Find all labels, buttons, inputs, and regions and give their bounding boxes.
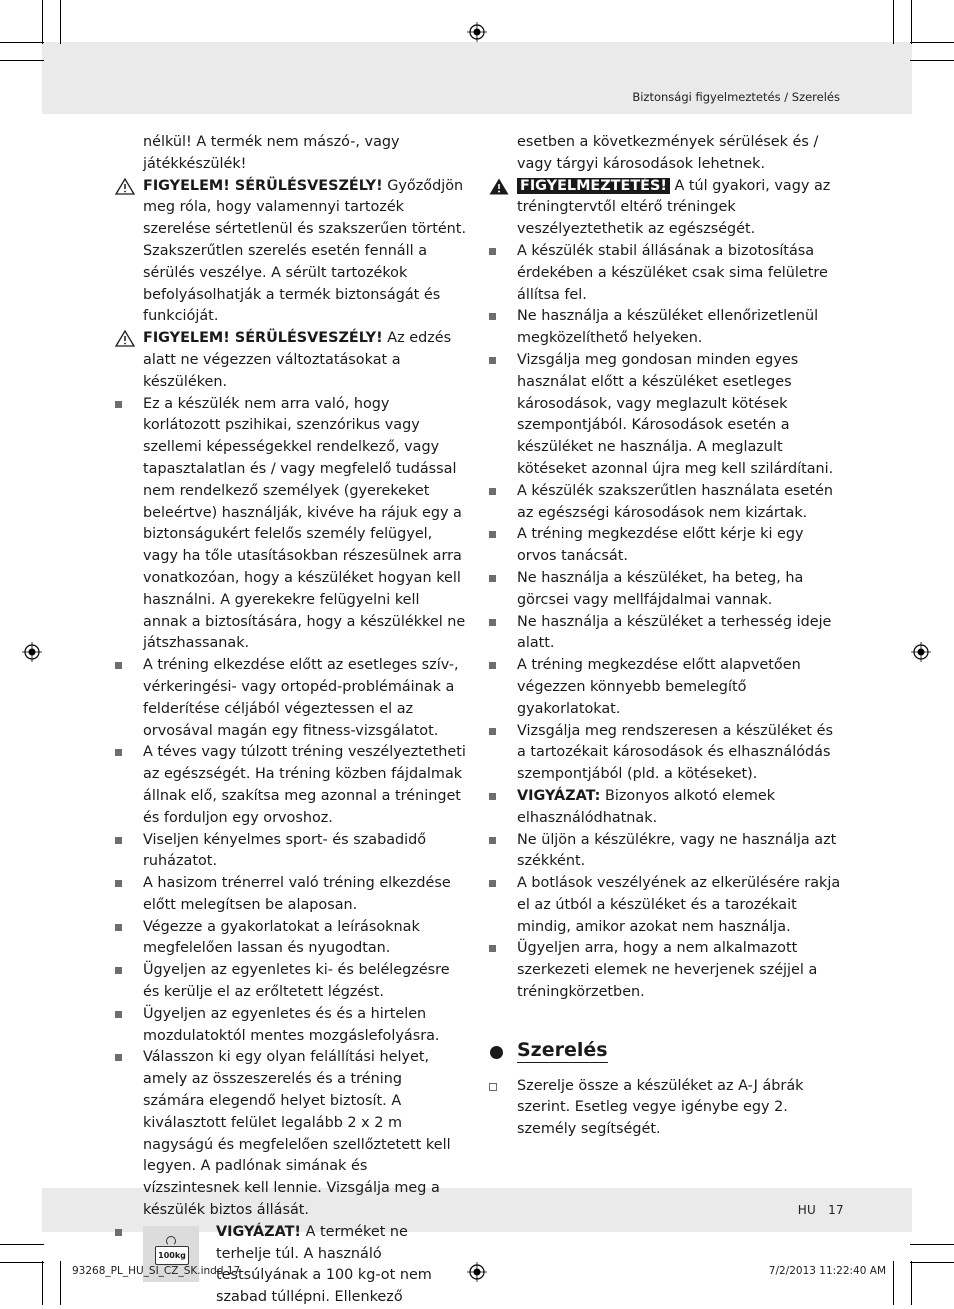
file-slug: 93268_PL_HU_SI_CZ_SK.indd 17: [72, 1265, 241, 1277]
list-item: A tréning elkezdése előtt az esetleges szív-, vérkeringési- vagy ortopéd-problémáinak a felderítése céljából végeztessen el az orvosával magán egy fitness-vizsgálatot.: [115, 655, 467, 742]
list-item: A tréning megkezdése előtt alapvetően végezzen könnyebb bemelegítő gyakorlatokat.: [489, 655, 841, 720]
crop-mark: [0, 42, 44, 43]
bullet-square-icon: [115, 401, 122, 408]
paragraph: nélkül! A termék nem mászó-, vagy játékkészülék!: [143, 134, 400, 172]
list-item: Ügyeljen arra, hogy a nem alkalmazott szerkezeti elemek ne heverjenek széjjel a tréningkörzetben.: [489, 938, 841, 1003]
registration-mark-icon: [911, 642, 931, 662]
list-item: A készülék stabil állásának a bizotosítása érdekében a készüléket csak sima felületre állítsa fel.: [489, 241, 841, 306]
list-item: Ez a készülék nem arra való, hogy korlátozott pszihikai, szenzórikus vagy szellemi képességekkel rendelkező, vagy tapasztalatlan és / vagy megfelelő tudással nem rendelkező személyek (gyerekeket beleértve) használják, kivéve ha rájuk egy a biztonságukért felelős személy felügyel, vagy ha tőle utasításokban részesülnek arra vonatkozóan, hogy a készüléket hogyan kell használni. A gyerekekre felügyelni kell annak a biztosítására, hogy a készülékkel ne játszhassanak.: [115, 394, 467, 656]
warning-paragraph: FIGYELMEZTETÉS! A túl gyakori, vagy az tréningtervtől eltérő tréningek veszélyeztethetik az egészségét.: [489, 176, 841, 241]
paragraph: esetben a következmények sérülések és / vagy tárgyi károsodások lehetnek.: [517, 134, 819, 172]
list-item: VIGYÁZAT: Bizonyos alkotó elemek elhasználódhatnak.: [489, 786, 841, 830]
checkbox-square-icon: [489, 1083, 497, 1091]
bullet-square-icon: [489, 837, 496, 844]
crop-mark: [60, 0, 61, 44]
bullet-square-icon: [489, 313, 496, 320]
bullet-square-icon: [489, 248, 496, 255]
right-column: [489, 132, 841, 1141]
bullet-square-icon: [115, 880, 122, 887]
bullet-square-icon: [115, 749, 122, 756]
crop-mark: [910, 42, 954, 43]
bullet-square-icon: [489, 488, 496, 495]
registration-mark-icon: [467, 22, 487, 42]
bullet-square-icon: [489, 575, 496, 582]
crop-mark: [910, 1244, 954, 1245]
list-item: Viseljen kényelmes sport- és szabadidő ruházatot.: [115, 830, 467, 874]
list-item: 100kg VIGYÁZAT! A terméket ne terhelje túl. A használó testsúlyának a 100 kg-ot nem szabad túllépni. Ellenkező: [115, 1222, 467, 1309]
list-item: A botlások veszélyének az elkerülésére rakja el az útból a készüléket és a tarozékait mindig, amikor azokat nem használja.: [489, 873, 841, 938]
list-item: A hasizom trénerrel való tréning elkezdése előtt melegítsen be alaposan.: [115, 873, 467, 917]
bullet-square-icon: [115, 662, 122, 669]
list-item: Ne használja a készüléket ellenőrizetlenül megközelíthető helyeken.: [489, 306, 841, 350]
crop-mark: [893, 1261, 894, 1305]
crop-mark: [911, 1261, 912, 1305]
crop-mark: [0, 60, 44, 61]
bullet-square-icon: [489, 880, 496, 887]
crop-mark: [910, 1262, 954, 1263]
list-item: Ügyeljen az egyenletes ki- és belélegzésre és kerülje el az erőltetett légzést.: [115, 960, 467, 1004]
bullet-square-icon: [115, 967, 122, 974]
crop-mark: [60, 1261, 61, 1305]
list-item: Ügyeljen az egyenletes és és a hirtelen mozdulatoktól mentes mozgáslefolyásra.: [115, 1004, 467, 1048]
bullet-square-icon: [489, 619, 496, 626]
warning-triangle-icon: [489, 178, 509, 195]
crop-mark: [0, 1244, 44, 1245]
bullet-square-icon: [489, 662, 496, 669]
bullet-square-icon: [489, 793, 496, 800]
section-heading: Szerelés: [489, 1040, 841, 1062]
warning-paragraph: FIGYELEM! SÉRÜLÉSVESZÉLY! Győződjön meg róla, hogy valamennyi tartozék szerelése sértetlenül és szakszerűen történt. Szakszerűtlen szerelés esetén fennáll a sérülés veszélye. A sérült tartozékok befolyásolhatják a termék biztonságát és funkcióját.: [115, 176, 467, 329]
left-column: [115, 132, 467, 1309]
bullet-square-icon: [115, 1054, 122, 1061]
registration-mark-icon: [22, 642, 42, 662]
warning-label: FIGYELMEZTETÉS!: [517, 178, 670, 194]
list-item: Vizsgálja meg rendszeresen a készüléket és a tartozékait károsodások és elhasználódás szempontjából (pld. a kötéseket).: [489, 721, 841, 786]
bullet-square-icon: [115, 924, 122, 931]
bullet-square-icon: [115, 1229, 122, 1236]
bullet-square-icon: [489, 945, 496, 952]
crop-mark: [893, 0, 894, 44]
registration-mark-icon: [467, 1262, 487, 1282]
list-item: Ne használja a készüléket a terhesség ideje alatt.: [489, 612, 841, 656]
list-item: Válasszon ki egy olyan felállítási helyet, amely az összeszerelés és a tréning számára elegendő helyet biztosít. A kiválasztott felület legalább 2 x 2 m nagyságú és megfelelően szellőztetett kell legyen. A padlónak simának és vízszintesnek kell lennie. Vizsgálja meg a készülék biztos állását.: [115, 1047, 467, 1221]
bullet-square-icon: [115, 837, 122, 844]
bullet-square-icon: [489, 531, 496, 538]
running-header: Biztonsági figyelmeztetés / Szerelés: [632, 90, 840, 104]
bullet-square-icon: [489, 357, 496, 364]
list-item: A téves vagy túlzott tréning veszélyeztetheti az egészségét. Ha tréning közben fájdalmak állnak elő, szakítsa meg azonnal a tréninget és forduljon egy orvoshoz.: [115, 742, 467, 829]
crop-mark: [911, 0, 912, 44]
warning-triangle-icon: [115, 178, 135, 195]
list-item: Ne használja a készüléket, ha beteg, ha görcsei vagy mellfájdalmai vannak.: [489, 568, 841, 612]
crop-mark: [42, 1261, 43, 1305]
crop-mark: [910, 60, 954, 61]
warning-triangle-icon: [115, 330, 135, 347]
list-item: Ne üljön a készülékre, vagy ne használja azt székként.: [489, 830, 841, 874]
list-item: A készülék szakszerűtlen használata esetén az egészségi károsodások nem kizártak.: [489, 481, 841, 525]
bullet-dot-icon: [490, 1046, 503, 1059]
list-item: Végezze a gyakorlatokat a leírásoknak megfelelően lassan és nyugodtan.: [115, 917, 467, 961]
step-item: Szerelje össze a készüléket az A-J ábrák szerint. Esetleg vegye igénybe egy 2. személy segítségét.: [489, 1076, 841, 1141]
weight-limit-icon: 100kg: [143, 1226, 199, 1282]
crop-mark: [42, 0, 43, 44]
list-item: A tréning megkezdése előtt kérje ki egy orvos tanácsát.: [489, 524, 841, 568]
crop-mark: [0, 1262, 44, 1263]
date-slug: 7/2/2013 11:22:40 AM: [768, 1265, 886, 1277]
bullet-square-icon: [489, 728, 496, 735]
bullet-square-icon: [115, 1011, 122, 1018]
page-number: HU 17: [797, 1203, 844, 1217]
warning-paragraph: FIGYELEM! SÉRÜLÉSVESZÉLY! Az edzés alatt ne végezzen változtatásokat a készüléken.: [115, 328, 467, 393]
list-item: Vizsgálja meg gondosan minden egyes használat előtt a készüléket esetleges károsodások, vagy meglazult kötések szempontjából. Károsodások esetén a készüléket ne használja. A meglazult kötéseket azonnal újra meg kell szilárdítani.: [489, 350, 841, 481]
